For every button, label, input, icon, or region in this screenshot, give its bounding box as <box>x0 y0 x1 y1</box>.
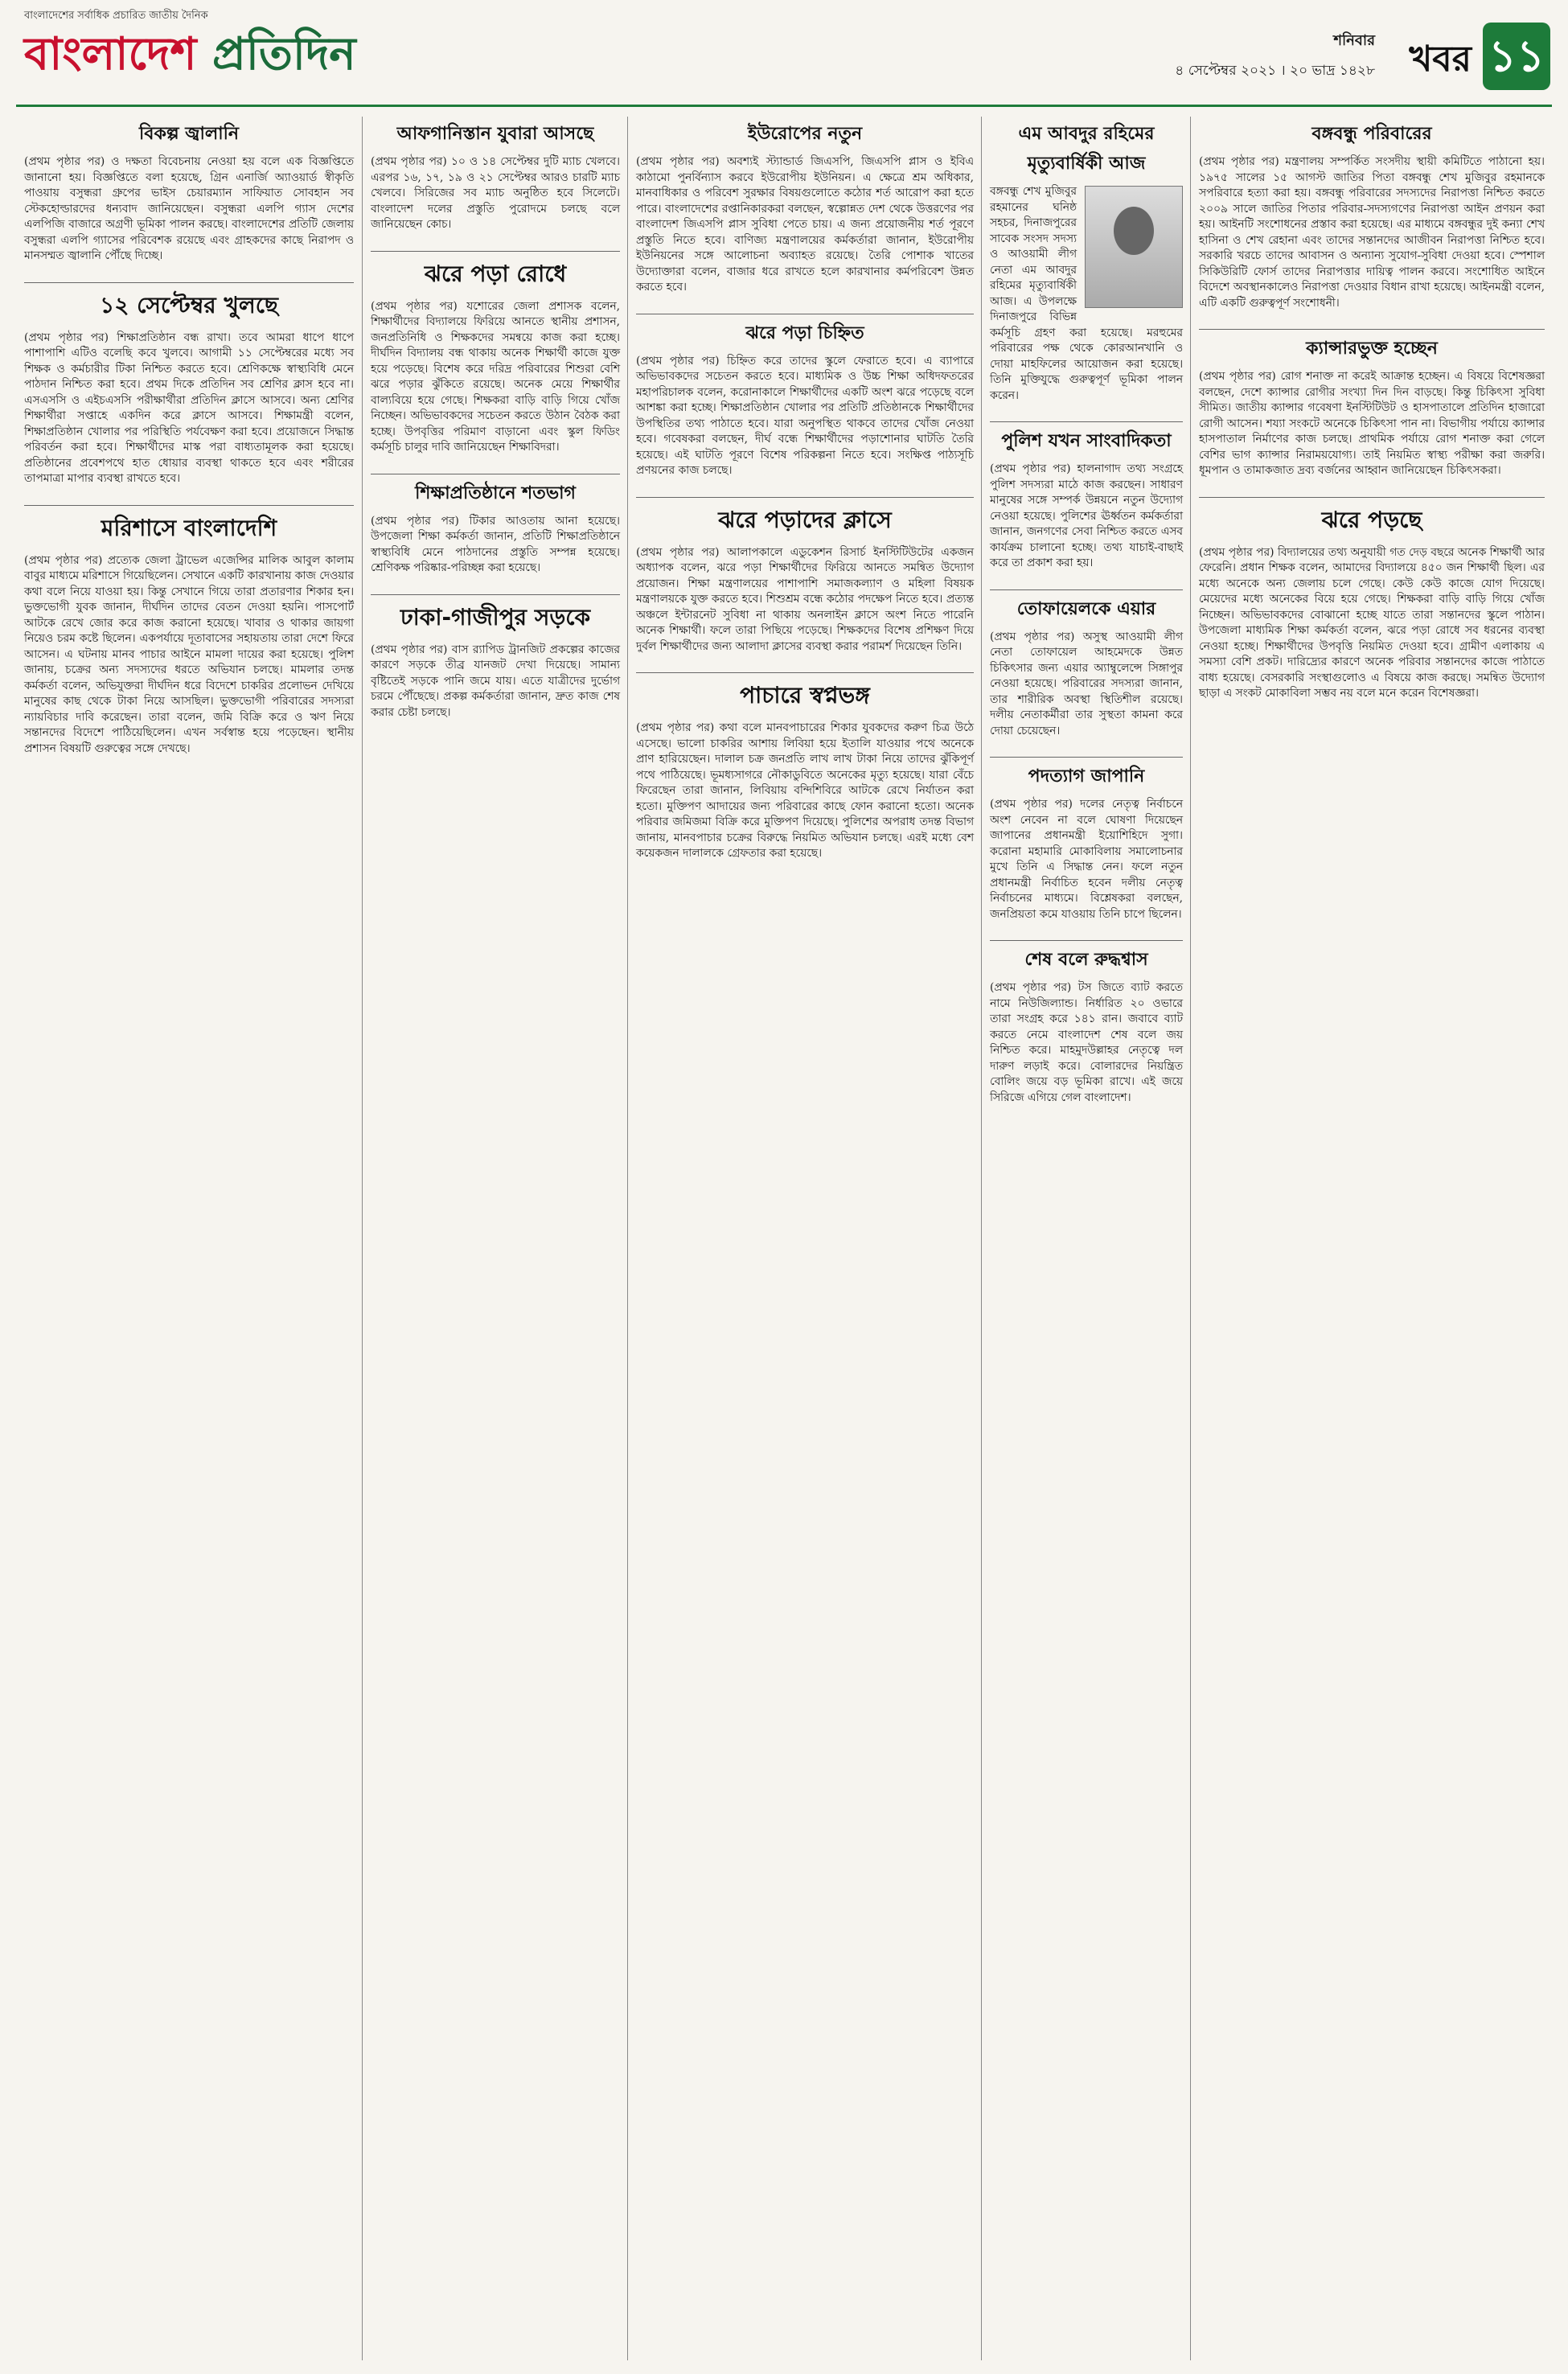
article-title: আফগানিস্তান যুবারা আসছে <box>396 124 594 144</box>
article-body: (প্রথম পৃষ্ঠার পর) বিদ্যালয়ের তথ্য অনুযায়ী গত দেড় বছরে অনেক শিক্ষার্থী আর ফেরেনি। প্রধান শিক্ষক বলেন, আমাদের বিদ্যালয়ে ৪৫০ জন শিক্ষার্থী ছিল। এর মধ্যে অনেকে অন্য জেলায় চলে গেছে। কেউ কেউ কাজে যোগ দিয়েছে। মেয়েদের মধ্যে অনেকের বিয়ে হয়ে গেছে। শিক্ষকরা বাড়ি বাড়ি গিয়ে খোঁজ নিচ্ছেন। অভিভাবকদের বোঝানো হচ্ছে যাতে তারা সন্তানদের স্কুলে পাঠান। উপজেলা মাধ্যমিক শিক্ষা কর্মকর্তা বলেন, ঝরে পড়া রোধে সব ধরনের ব্যবস্থা নেওয়া হচ্ছে। শিক্ষার্থীদের উপবৃত্তি নিয়মিত দেওয়া হবে। গ্রামীণ এলাকায় এ সমস্যা বেশি প্রকট। দারিদ্র্যের কারণে অনেক পরিবার সন্তানদের কাজে পাঠাতে বাধ্য হয়েছে। বেসরকারি সংস্থাগুলোও এ বিষয়ে কাজ করছে। সমন্বিত উদ্যোগ ছাড়া এ সংকট মোকাবিলা সম্ভব নয় বলে মনে করেন বিশেষজ্ঞরা। <box>1199 545 1545 700</box>
article-body: (প্রথম পৃষ্ঠার পর) টিকার আওতায় আনা হয়েছে। উপজেলা শিক্ষা কর্মকর্তা জানান, প্রতিটি শিক্ষাপ্রতিষ্ঠানে স্বাস্থ্যবিধি মেনে পাঠদানের প্রস্তুতি সম্পন্ন হয়েছে। শ্রেণিকক্ষ পরিষ্কার-পরিচ্ছন্ন করা হয়েছে। <box>371 514 620 574</box>
article-dhaka-gazipur[interactable] <box>363 600 628 734</box>
article-body: (প্রথম পৃষ্ঠার পর) বাস র‍্যাপিড ট্রানজিট প্রকল্পের কাজের কারণে সড়কে তীব্র যানজট দেখা দিয়েছে। সামান্য বৃষ্টিতেই সড়কে পানি জমে যায়। এতে যাত্রীদের দুর্ভোগ চরমে পৌঁছেছে। প্রকল্প কর্মকর্তারা জানান, দ্রুত কাজ শেষ করার চেষ্টা চলছে। <box>371 643 620 719</box>
article-jhorepora-rodhe[interactable] <box>363 257 628 469</box>
section-name: খবর <box>1409 39 1472 80</box>
article-title: ঝরে পড়ছে <box>1321 506 1422 533</box>
column-4 <box>981 117 1191 2360</box>
divider <box>636 497 974 498</box>
article-europe[interactable] <box>628 120 982 309</box>
logo-part-one: বাংলাদেশ <box>24 28 213 80</box>
masthead-tagline: বাংলাদেশের সর্বাধিক প্রচারিত জাতীয় দৈনিক <box>24 10 208 22</box>
page-body <box>16 117 1552 2360</box>
article-abdur-rahim[interactable] <box>982 120 1191 417</box>
article-shatabhag[interactable] <box>363 479 628 589</box>
article-title: পদত্যাগ জাপানি <box>1028 766 1145 787</box>
article-title: শেষ বলে রুদ্ধশ্বাস <box>1024 950 1148 970</box>
column-1 <box>16 117 362 2360</box>
column-5 <box>1190 117 1553 2360</box>
article-body: (প্রথম পৃষ্ঠার পর) রোগ শনাক্ত না করেই আক্রান্ত হচ্ছেন। এ বিষয়ে বিশেষজ্ঞরা বলছেন, দেশে ক্যান্সার রোগীর সংখ্যা দিন দিন বাড়ছে। কিন্তু চিকিৎসা সুবিধা সীমিত। জাতীয় ক্যান্সার গবেষণা ইনস্টিটিউট ও হাসপাতালে প্রতিদিন হাজারো রোগী আসেন। শয্যা সংকটে অনেকে চিকিৎসা পান না। বিভাগীয় পর্যায়ে ক্যান্সার হাসপাতাল নির্মাণের কাজ চলছে। প্রাথমিক পর্যায়ে রোগ শনাক্ত করা গেলে বেশির ভাগ ক্যান্সার নিরাময়যোগ্য। তাই নিয়মিত স্বাস্থ্য পরীক্ষা করা জরুরি। ধূমপান ও তামাকজাত দ্রব্য বর্জনের আহ্বান জানিয়েছেন চিকিৎসকরা। <box>1199 370 1545 477</box>
divider <box>990 421 1183 422</box>
masthead <box>0 0 1568 113</box>
article-title: ইউরোপের নতুন <box>747 124 863 144</box>
newspaper-logo[interactable] <box>24 23 356 87</box>
article-bangabandhu[interactable] <box>1191 120 1553 324</box>
article-body: (প্রথম পৃষ্ঠার পর) ও দক্ষতা বিবেচনায় নেওয়া হয় বলে এক বিজ্ঞপ্তিতে জানানো হয়। বিজ্ঞপ্তিতে বলা হয়েছে, গ্রিন এনার্জি অ্যাওয়ার্ড স্বীকৃতি পাওয়ায় বসুন্ধরা গ্রুপের ভাইস চেয়ারম্যান সাফিয়াত সোবহান সব স্টেকহোল্ডারদের ধন্যবাদ জানিয়েছেন। বসুন্ধরা এলপি গ্যাস দেশের এলপিজি বাজারে অগ্রণী ভূমিকা পালন করছে। বাংলাদেশের প্রতিটি জেলায় বসুন্ধরা এলপি গ্যাসের পরিবেশক রয়েছে এবং গ্রাহকদের কাছে নিরাপদ ও মানসম্মত জ্বালানি পৌঁছে দিচ্ছে। <box>24 155 354 262</box>
article-title: পাচারে স্বপ্নভঙ্গ <box>740 682 870 709</box>
dateline <box>1175 29 1375 83</box>
article-title: ঝরে পড়া চিহ্নিত <box>745 322 864 343</box>
divider <box>24 505 354 506</box>
article-jhorepora-chihnita[interactable] <box>628 319 982 492</box>
article-body: (প্রথম পৃষ্ঠার পর) অবশ্যই স্ট্যান্ডার্ড জিএসপি, জিএসপি প্লাস ও ইবিএ কাঠামো পুনর্বিন্যাস করবে ইউরোপীয় ইউনিয়ন। এ ক্ষেত্রে শ্রম অধিকার, মানবাধিকার ও পরিবেশ সুরক্ষার বিষয়গুলোতে কঠোর শর্ত আরোপ করা হতে পারে। বাংলাদেশের রপ্তানিকারকরা বলছেন, স্বল্পোন্নত দেশ থেকে উত্তরণের পর বাংলাদেশ জিএসপি প্লাস সুবিধা পেতে চায়। এ জন্য প্রয়োজনীয় শর্ত পূরণে প্রস্তুতি নিতে হবে। বাণিজ্য মন্ত্রণালয়ের কর্মকর্তারা জানান, ইউরোপীয় ইউনিয়নের সঙ্গে আলোচনা অব্যাহত রয়েছে। তৈরি পোশাক খাতের উদ্যোক্তারা বলেন, বাজার ধরে রাখতে হলে কারখানার কর্মপরিবেশ উন্নত করতে হবে। <box>636 155 974 294</box>
article-title: বঙ্গবন্ধু পরিবারের <box>1311 124 1432 144</box>
article-barishal[interactable] <box>16 511 362 770</box>
portrait-photo <box>1085 186 1183 308</box>
article-body: (প্রথম পৃষ্ঠার পর) কথা বলে মানবপাচারের শিকার যুবকদের করুণ চিত্র উঠে এসেছে। ভালো চাকরির আশায় লিবিয়া হয়ে ইতালি যাওয়ার পথে অনেকে প্রাণ হারিয়েছেন। দালাল চক্র জনপ্রতি লাখ লাখ টাকা নিয়ে তাদের ঝুঁকিপূর্ণ পথে পাঠিয়েছে। ভূমধ্যসাগরে নৌকাডুবিতে অনেকের মৃত্যু হয়েছে। যারা বেঁচে ফিরেছেন তারা জানান, লিবিয়ায় বন্দিশিবিরে আটকে রেখে নির্যাতন করা হতো। মুক্তিপণ আদায়ের জন্য পরিবারের কাছে ফোন করানো হতো। অনেক পরিবার জমিজমা বিক্রি করে মুক্তিপণ দিয়েছে। পুলিশের অপরাধ তদন্ত বিভাগ জানায়, মানবপাচার চক্রের বিরুদ্ধে নিয়মিত অভিযান চলছে। এরই মধ্যে বেশ কয়েকজন দালালকে গ্রেফতার করা হয়েছে। <box>636 721 974 860</box>
divider <box>1199 329 1545 330</box>
article-title: শিক্ষাপ্রতিষ্ঠানে শতভাগ <box>415 483 576 503</box>
article-body: (প্রথম পৃষ্ঠার পর) অসুস্থ আওয়ামী লীগ নেতা তোফায়েল আহমেদকে উন্নত চিকিৎসার জন্য এয়ার অ্যাম্বুলেন্সে সিঙ্গাপুর নেওয়া হয়েছে। পরিবারের সদস্যরা জানান, তার শারীরিক অবস্থা স্থিতিশীল রয়েছে। দলীয় নেতাকর্মীরা তার সুস্থতা কামনা করে দোয়া চেয়েছেন। <box>990 630 1183 737</box>
article-body: (প্রথম পৃষ্ঠার পর) হালনাগাদ তথ্য সংগ্রহে পুলিশ সদস্যরা মাঠে কাজ করছেন। সাধারণ মানুষের সঙ্গে সম্পর্ক উন্নয়নে নতুন উদ্যোগ নেওয়া হয়েছে। পুলিশের ঊর্ধ্বতন কর্মকর্তারা জানান, জনগণের সেবা নিশ্চিত করতে এসব কার্যক্রম চালানো হচ্ছে। তথ্য যাচাই-বাছাই করে তা প্রকাশ করা হয়। <box>990 462 1183 569</box>
logo-part-two: প্রতিদিন <box>212 28 356 80</box>
article-bikalpa[interactable] <box>16 120 362 277</box>
article-title: মরিশাসে বাংলাদেশি <box>101 514 277 541</box>
article-padatyag[interactable] <box>982 762 1191 935</box>
article-body: (প্রথম পৃষ্ঠার পর) চিহ্নিত করে তাদের স্কুলে ফেরাতে হবে। এ ব্যাপারে অভিভাবকদের সচেতন করতে হবে। মাধ্যমিক ও উচ্চ শিক্ষা অধিদফতরের মহাপরিচালক বলেন, করোনাকালে শিক্ষার্থীদের একটি অংশ ঝরে পড়েছে বলে আশঙ্কা করা হচ্ছে। শিক্ষাপ্রতিষ্ঠান খোলার পর প্রতিটি প্রতিষ্ঠানকে শিক্ষার্থীদের উপস্থিতির তথ্য পাঠাতে হবে। যারা অনুপস্থিত থাকবে তাদের খোঁজ নেওয়া হবে। গবেষকরা বলছেন, দীর্ঘ বন্ধে শিক্ষার্থীদের পড়াশোনার ঘাটতি তৈরি হয়েছে। এই ঘাটতি পূরণে বিশেষ পরিকল্পনা নিতে হবে। সংক্ষিপ্ত পাঠ্যসূচি প্রণয়নের কাজ চলছে। <box>636 354 974 477</box>
weekday: শনিবার <box>1333 32 1375 49</box>
masthead-rule <box>16 105 1552 107</box>
article-body: (প্রথম পৃষ্ঠার পর) যশোরের জেলা প্রশাসক বলেন, শিক্ষার্থীদের বিদ্যালয়ে ফিরিয়ে আনতে স্থানীয় প্রশাসন, জনপ্রতিনিধি ও শিক্ষকদের সমন্বয়ে কাজ করা হচ্ছে। দীর্ঘদিন বিদ্যালয় বন্ধ থাকায় অনেক শিক্ষার্থী কাজে যুক্ত হয়ে পড়েছে। বিশেষ করে দরিদ্র পরিবারের শিশুরা বেশি ঝরে পড়ার ঝুঁকিতে রয়েছে। অনেক মেয়ে শিক্ষার্থীর বাল্যবিয়ে হয়ে গেছে। শিক্ষকরা বাড়ি বাড়ি গিয়ে খোঁজ নিচ্ছেন। অভিভাবকদের সচেতন করতে উঠান বৈঠক করা হচ্ছে। উপবৃত্তির পরিমাণ বাড়ানো এবং স্কুল ফিডিং কর্মসূচি চালুর দাবি জানিয়েছেন শিক্ষাবিদরা। <box>371 299 620 454</box>
article-afghan[interactable] <box>363 120 628 246</box>
article-body: (প্রথম পৃষ্ঠার পর) প্রত্যেক জেলা ট্রাভেল এজেন্সির মালিক আবুল কালাম বাবুর মাধ্যমে মরিশাসে গিয়েছিলেন। সেখানে একটি কারখানায় কাজ দেওয়ার কথা বলে নিয়ে যাওয়া হয়। কিন্তু সেখানে গিয়ে তারা প্রতারণার শিকার হন। ভুক্তভোগী যুবক জানান, দীর্ঘদিন তাদের বেতন দেওয়া হয়নি। পাসপোর্ট আটকে রেখে জোর করে কাজ করানো হয়েছে। খাবার ও থাকার জায়গা নিয়েও চরম কষ্টে ছিলেন। একপর্যায়ে দূতাবাসের সহায়তায় তারা দেশে ফিরে আসেন। এ ঘটনায় মানব পাচার আইনে মামলা দায়ের করা হয়েছে। পুলিশ জানায়, চক্রের অন্য সদস্যদের ধরতে অভিযান চলছে। মামলার তদন্ত কর্মকর্তা বলেন, অভিযুক্তরা দীর্ঘদিন ধরে বিদেশে চাকরির প্রলোভন দেখিয়ে মানুষের কাছ থেকে টাকা নিয়ে আসছিল। ভুক্তভোগী পরিবারের সদস্যরা ন্যায়বিচার দাবি করেছেন। তারা বলেন, জমি বিক্রি করে ও ঋণ নিয়ে সন্তানদের বিদেশে পাঠিয়েছিলেন। এখন সর্বস্বান্ত হয়ে পড়েছেন। স্থানীয় প্রশাসন বিষয়টি গুরুত্বের সঙ্গে দেখছে। <box>24 553 354 755</box>
article-body: (প্রথম পৃষ্ঠার পর) টস জিতে ব্যাট করতে নামে নিউজিল্যান্ড। নির্ধারিত ২০ ওভারে তারা সংগ্রহ করে ১৪১ রান। জবাবে ব্যাট করতে নেমে বাংলাদেশ শেষ বলে জয় নিশ্চিত করে। মাহমুদউল্লাহর নেতৃত্বে দল দারুণ লড়াই করে। বোলারদের নিয়ন্ত্রিত বোলিং জয়ে বড় ভূমিকা রাখে। এই জয়ে সিরিজে এগিয়ে গেল বাংলাদেশ। <box>990 981 1183 1104</box>
article-title: ক্যান্সারভুক্ত হচ্ছেন <box>1306 339 1438 359</box>
article-body: (প্রথম পৃষ্ঠার পর) দলের নেতৃত্ব নির্বাচনে অংশ নেবেন না বলে ঘোষণা দিয়েছেন জাপানের প্রধানমন্ত্রী ইয়োশিহিদে সুগা। করোনা মহামারি মোকাবিলায় সমালোচনার মুখে তিনি এ সিদ্ধান্ত নেন। ফলে নতুন প্রধানমন্ত্রী নির্বাচিত হবেন দলীয় নেতৃত্ব নির্বাচনের মাধ্যমে। বিশ্লেষকরা বলছেন, জনপ্রিয়তা কমে যাওয়ায় তিনি চাপে ছিলেন। <box>990 798 1183 921</box>
article-jhore-porche[interactable] <box>1191 503 1553 715</box>
article-body: (প্রথম পৃষ্ঠার পর) মন্ত্রণালয় সম্পর্কিত সংসদীয় স্থায়ী কমিটিতে পাঠানো হয়। ১৯৭৫ সালের ১৫ আগস্ট জাতির পিতা বঙ্গবন্ধু শেখ মুজিবুর রহমানকে সপরিবারে হত্যা করা হয়। বঙ্গবন্ধু পরিবারের সদস্যদের নিরাপত্তা নিশ্চিত করতে ২০০৯ সালে জাতির পিতার পরিবার-সদস্যগণের নিরাপত্তা আইন প্রণয়ন করা হয়। আইনটি সংশোধনের প্রস্তাব করা হয়েছে। এর মাধ্যমে বঙ্গবন্ধুর দুই কন্যা শেখ হাসিনা ও শেখ রেহানা এবং তাদের সন্তানদের আজীবন নিরাপত্তা নিশ্চিত হবে। সরকারি খরচে তাদের আবাসন ও অন্যান্য সুযোগ-সুবিধা দেওয়া হবে। স্পেশাল সিকিউরিটি ফোর্স তাদের নিরাপত্তার দায়িত্ব পালন করবে। সংশোধিত আইনে বিদেশে অবস্থানকালেও নিরাপত্তা দেওয়ার বিধান রাখা হয়েছে। আইনমন্ত্রী বলেন, এটি একটি গুরুত্বপূর্ণ সংশোধনী। <box>1199 155 1545 310</box>
column-2 <box>362 117 628 2360</box>
article-police[interactable] <box>982 427 1191 585</box>
article-cancer[interactable] <box>1191 335 1553 492</box>
divider <box>371 251 620 252</box>
article-title: ঝরে পড়া রোধে <box>424 260 567 287</box>
article-title: পুলিশ যখন সাংবাদিকতা <box>1001 431 1172 451</box>
article-pachar[interactable] <box>628 678 982 875</box>
article-body: (প্রথম পৃষ্ঠার পর) শিক্ষাপ্রতিষ্ঠান বন্ধ রাখা। তবে আমরা ধাপে ধাপে পাশাপাশি এটিও বলেছি কবে খুলবে। আগামী ১১ সেপ্টেম্বরের মধ্যে সব শিক্ষক ও কর্মচারীর টিকা নিশ্চিত করতে হবে। শ্রেণিকক্ষে স্বাস্থ্যবিধি মেনে পাঠদান নিশ্চিত করা হবে। প্রথম দিকে প্রতিদিন সব শ্রেণির ক্লাস হবে না। এসএসসি ও এইচএসসি পরীক্ষার্থীরা প্রতিদিন ক্লাসে আসবে। অন্য শ্রেণির শিক্ষার্থীরা সপ্তাহে একদিন করে ক্লাসে আসবে। শিক্ষামন্ত্রী বলেন, শিক্ষাপ্রতিষ্ঠান খোলার পর পরিস্থিতি পর্যবেক্ষণ করা হবে। প্রয়োজনে সিদ্ধান্ত পরিবর্তন করা হবে। শিক্ষার্থীদের মাস্ক পরা বাধ্যতামূলক করা হয়েছে। প্রতিষ্ঠানের প্রবেশপথে হাত ধোয়ার ব্যবস্থা থাকতে হবে এবং শরীরের তাপমাত্রা মাপার ব্যবস্থা রাখতে হবে। <box>24 331 354 485</box>
divider <box>1199 497 1545 498</box>
article-body: (প্রথম পৃষ্ঠার পর) আলাপকালে এডুকেশন রিসার্চ ইনস্টিটিউটের একজন অধ্যাপক বলেন, ঝরে পড়া শিক্ষার্থীদের ফিরিয়ে আনতে সমন্বিত উদ্যোগ প্রয়োজন। শিক্ষা মন্ত্রণালয়ের পাশাপাশি সমাজকল্যাণ ও মহিলা বিষয়ক মন্ত্রণালয়কে যুক্ত করতে হবে। শিশুশ্রম বন্ধে কঠোর পদক্ষেপ নিতে হবে। প্রত্যন্ত অঞ্চলে ইন্টারনেট সুবিধা না থাকায় অনলাইন ক্লাসে অংশ নিতে পারেনি অনেক শিক্ষার্থী। ফলে তারা পিছিয়ে পড়েছে। শিক্ষকদের বিশেষ প্রশিক্ষণ দিয়ে দুর্বল শিক্ষার্থীদের জন্য আলাদা ক্লাসের ব্যবস্থা করার পরামর্শ দিয়েছেন তিনি। <box>636 545 974 653</box>
article-title: বিকল্প জ্বালানি <box>138 124 240 144</box>
divider <box>990 589 1183 590</box>
article-tofail[interactable] <box>982 595 1191 753</box>
article-title: ঝরে পড়াদের ক্লাসে <box>718 506 892 533</box>
divider <box>24 282 354 283</box>
article-porader-class[interactable] <box>628 503 982 668</box>
column-3 <box>627 117 982 2360</box>
article-shesh-bole[interactable] <box>982 946 1191 1119</box>
article-body: (প্রথম পৃষ্ঠার পর) ১০ ও ১৪ সেপ্টেম্বর দুটি ম্যাচ খেলবে। এরপর ১৬, ১৭, ১৯ ও ২১ সেপ্টেম্বর আরও চারটি ম্যাচ খেলবে। সিরিজের সব ম্যাচ অনুষ্ঠিত হবে সিলেটে। বাংলাদেশ দলের প্রস্তুতি পুরোদমে চলছে বলে জানিয়েছেন কোচ। <box>371 155 620 231</box>
article-title: তোফায়েলকে এয়ার <box>1016 598 1156 619</box>
article-title: ঢাকা-গাজীপুর সড়কে <box>400 603 591 630</box>
article-sept12[interactable] <box>16 288 362 500</box>
divider <box>636 672 974 673</box>
page-number-badge: ১১ <box>1483 23 1550 90</box>
divider <box>371 594 620 595</box>
divider <box>990 940 1183 941</box>
divider <box>990 757 1183 758</box>
article-title: এম আবদুর রহিমের মৃত্যুবার্ষিকী আজ <box>1018 124 1155 174</box>
issue-date: ৪ সেপ্টেম্বর ২০২১ । ২০ ভাদ্র ১৪২৮ <box>1175 63 1375 79</box>
article-title: ১২ সেপ্টেম্বর খুলছে <box>100 291 278 318</box>
article-body: বঙ্গবন্ধু শেখ মুজিবুর রহমানের ঘনিষ্ঠ সহচর, দিনাজপুরের সাবেক সংসদ সদস্য ও আওয়ামী লীগ নেতা এম আবদুর রহিমের মৃত্যুবার্ষিকী আজ। এ উপলক্ষে দিনাজপুরে বিভিন্ন কর্মসূচি গ্রহণ করা হয়েছে। মরহুমের পরিবারের পক্ষ থেকে কোরআনখানি ও দোয়া মাহফিলের আয়োজন করা হয়েছে। তিনি মুক্তিযুদ্ধে গুরুত্বপূর্ণ ভূমিকা পালন করেন। <box>990 185 1183 402</box>
